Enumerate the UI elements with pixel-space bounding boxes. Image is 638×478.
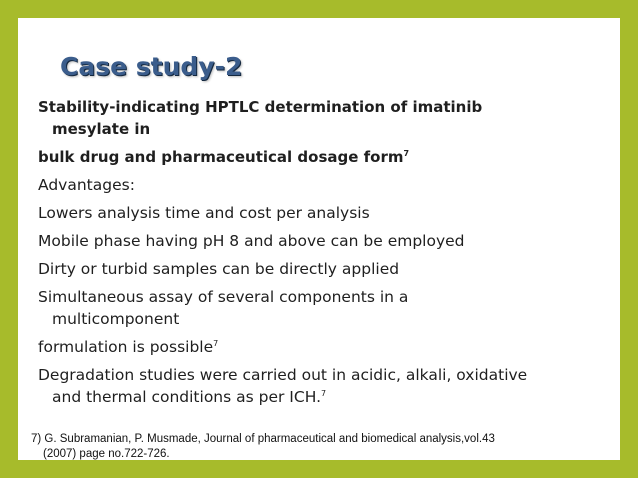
heading-line-3 bbox=[38, 146, 608, 168]
degradation-ref: 7 bbox=[321, 388, 327, 398]
advantage-item-2: Mobile phase having pH 8 and above can be employed bbox=[38, 232, 465, 250]
slide bbox=[18, 18, 620, 460]
simultaneous-line-1: Simultaneous assay of several components in a bbox=[38, 288, 409, 306]
advantage-item-3: Dirty or turbid samples can be directly applied bbox=[38, 260, 400, 278]
reference-line-1: 7) G. Subramanian, P. Musmade, Journal of pharmaceutical and biomedical analysis,vol.43 bbox=[31, 433, 495, 445]
degradation-line-2-text: and thermal conditions as per ICH. bbox=[52, 388, 322, 406]
degradation-line-2 bbox=[38, 386, 608, 408]
heading-line-3-text: bulk drug and pharmaceutical dosage form bbox=[38, 148, 404, 166]
slide-title: Case study-2 bbox=[60, 52, 243, 81]
formulation-ref: 7 bbox=[213, 338, 219, 348]
simultaneous-line-2: multicomponent bbox=[52, 310, 180, 328]
reference-line-2: (2007) page no.722-726. bbox=[43, 448, 170, 460]
heading-ref: 7 bbox=[403, 149, 410, 158]
advantage-item-1: Lowers analysis time and cost per analysis bbox=[38, 204, 370, 222]
advantages-label: Advantages: bbox=[38, 176, 135, 194]
slide-body bbox=[38, 96, 608, 408]
formulation-line bbox=[38, 336, 608, 358]
heading-line-2: mesylate in bbox=[52, 120, 151, 138]
formulation-line-text: formulation is possible bbox=[38, 338, 214, 356]
degradation-line-1: Degradation studies were carried out in acidic, alkali, oxidative bbox=[38, 366, 528, 384]
heading-line-1: Stability-indicating HPTLC determination of imatinib bbox=[38, 98, 483, 116]
reference-footnote bbox=[31, 432, 495, 460]
